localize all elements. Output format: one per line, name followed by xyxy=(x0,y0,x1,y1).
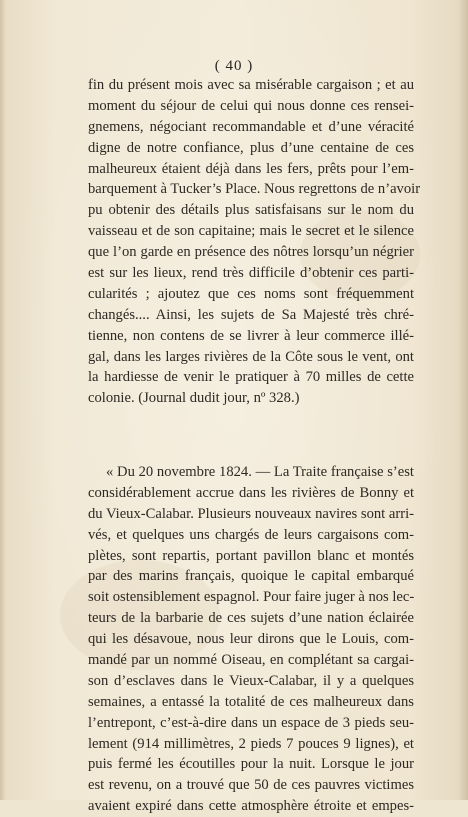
text-line: lement (914 millimètres, 2 pieds 7 pouces 9 lignes), et xyxy=(88,735,414,752)
text-line: est sur les lieux, rend très difficile d’obtenir ces parti- xyxy=(88,265,414,282)
text-line: moment du séjour de celui qui nous donne ces rensei- xyxy=(88,97,414,114)
text-line: du Vieux-Calabar. Plusieurs nouveaux navires sont arri- xyxy=(88,505,414,522)
binding-shadow xyxy=(0,0,6,800)
text-line: mandé par un nommé Oiseau, en complétant sa cargai- xyxy=(88,652,414,669)
text-line: gal, dans les larges rivières de la Côte sous le vent, ont xyxy=(88,348,414,365)
paragraph-1 xyxy=(88,75,421,409)
text-line: semaines, a entassé la totalité de ces malheureux dans xyxy=(88,693,414,710)
text-line: gnemens, négociant recommandable et d’une véracité xyxy=(88,118,414,135)
text-line: avaient expiré dans cette atmosphère étroite et empes- xyxy=(88,798,414,815)
text-line: par des marins français, quoique le capital embarqué xyxy=(88,568,414,585)
page-edge-shadow xyxy=(458,0,468,800)
text-line: « Du 20 novembre 1824. — La Traite française s’est xyxy=(106,464,414,480)
paragraph-2 xyxy=(88,462,414,817)
text-line: son d’esclaves dans le Vieux-Calabar, il y a quelques xyxy=(88,672,414,689)
text-line: changés.... Ainsi, les sujets de Sa Majesté très chré- xyxy=(88,306,414,323)
text-line: cularités ; ajoutez que ces noms sont fréquemment xyxy=(88,285,414,302)
text-line: fin du présent mois avec sa misérable cargaison ; et au xyxy=(88,77,414,93)
text-line: soit ostensiblement espagnol. Pour faire juger à nos lec- xyxy=(88,589,415,606)
text-line: que l’on garde en présence des nôtres lorsqu’un négrier xyxy=(88,244,414,261)
text-line: considérablement accrue dans les rivières de Bonny et xyxy=(88,484,414,501)
text-line: puis fermé les écoutilles pour la nuit. Lorsque le jour xyxy=(88,756,414,773)
page-number: ( 40 ) xyxy=(214,58,254,74)
text-line: pu obtenir des détails plus satisfaisans sur le nom du xyxy=(88,202,414,219)
text-line: la hardiesse de venir le pratiquer à 70 milles de cette xyxy=(88,369,414,386)
text-line: vaisseau et de son capitaine; mais le secret et le silence xyxy=(88,223,414,240)
text-line: vés, et quelques uns chargés de leurs cargaisons com- xyxy=(88,526,414,543)
text-line: barquement à Tucker’s Place. Nous regrettons de n’avoir xyxy=(88,181,421,198)
text-line: teurs de la barbarie de ces sujets d’une nation éclairée xyxy=(88,610,414,627)
text-line: est revenu, on a trouvé que 50 de ces pauvres victimes xyxy=(88,777,414,794)
text-line: qui les désavoue, nous leur dirons que le Louis, com- xyxy=(88,631,414,648)
text-line: plètes, sont repartis, portant pavillon blanc et montés xyxy=(88,547,414,564)
text-line: l’entrepont, c’est-à-dire dans un espace de 3 pieds seu- xyxy=(88,714,414,731)
text-line: colonie. (Journal dudit jour, nº 328.) xyxy=(88,390,300,407)
text-line: digne de notre confiance, plus d’une centaine de ces xyxy=(88,139,414,156)
text-line: tienne, non contens de se livrer à leur commerce illé- xyxy=(88,327,414,344)
text-line: malheureux étaient déjà dans les fers, prêts pour l’em- xyxy=(88,160,414,177)
